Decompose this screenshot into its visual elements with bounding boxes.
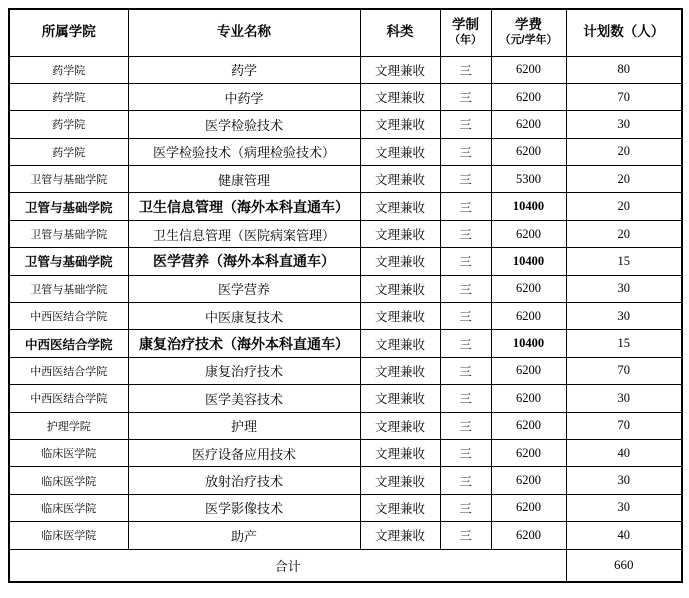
duration-cell: 三 bbox=[440, 111, 491, 138]
table-row bbox=[9, 494, 682, 521]
tuition-cell: 10400 bbox=[491, 248, 566, 275]
plan-cell: 30 bbox=[566, 385, 682, 412]
major-cell: 健康管理 bbox=[128, 166, 360, 193]
table-row bbox=[9, 303, 682, 330]
college-cell: 临床医学院 bbox=[9, 522, 128, 549]
category-cell: 文理兼收 bbox=[360, 494, 440, 521]
category-cell: 文理兼收 bbox=[360, 220, 440, 247]
tuition-cell: 6200 bbox=[491, 138, 566, 165]
duration-cell: 三 bbox=[440, 522, 491, 549]
tuition-cell: 6200 bbox=[491, 357, 566, 384]
header-college: 所属学院 bbox=[9, 9, 128, 56]
plan-cell: 20 bbox=[566, 138, 682, 165]
table-row bbox=[9, 193, 682, 220]
header-tuition bbox=[491, 9, 566, 56]
table-row bbox=[9, 467, 682, 494]
category-cell: 文理兼收 bbox=[360, 166, 440, 193]
duration-cell: 三 bbox=[440, 138, 491, 165]
tuition-cell: 6200 bbox=[491, 522, 566, 549]
major-cell: 医学营养 bbox=[128, 275, 360, 302]
plan-cell: 40 bbox=[566, 522, 682, 549]
category-cell: 文理兼收 bbox=[360, 111, 440, 138]
college-cell: 临床医学院 bbox=[9, 467, 128, 494]
plan-cell: 70 bbox=[566, 412, 682, 439]
table-row bbox=[9, 138, 682, 165]
plan-cell: 40 bbox=[566, 439, 682, 466]
college-cell: 临床医学院 bbox=[9, 494, 128, 521]
duration-cell: 三 bbox=[440, 494, 491, 521]
category-cell: 文理兼收 bbox=[360, 330, 440, 357]
tuition-cell: 5300 bbox=[491, 166, 566, 193]
table-row bbox=[9, 439, 682, 466]
duration-cell: 三 bbox=[440, 166, 491, 193]
tuition-cell: 10400 bbox=[491, 193, 566, 220]
table-row bbox=[9, 166, 682, 193]
category-cell: 文理兼收 bbox=[360, 56, 440, 83]
table-row bbox=[9, 111, 682, 138]
college-cell: 药学院 bbox=[9, 111, 128, 138]
plan-cell: 20 bbox=[566, 220, 682, 247]
table-row bbox=[9, 83, 682, 110]
college-cell: 中西医结合学院 bbox=[9, 385, 128, 412]
table-body bbox=[9, 56, 682, 582]
category-cell: 文理兼收 bbox=[360, 275, 440, 302]
duration-cell: 三 bbox=[440, 303, 491, 330]
major-cell: 中医康复技术 bbox=[128, 303, 360, 330]
major-cell: 医疗设备应用技术 bbox=[128, 439, 360, 466]
plan-cell: 30 bbox=[566, 111, 682, 138]
major-cell: 卫生信息管理（医院病案管理） bbox=[128, 220, 360, 247]
duration-cell: 三 bbox=[440, 83, 491, 110]
plan-cell: 15 bbox=[566, 248, 682, 275]
major-cell: 放射治疗技术 bbox=[128, 467, 360, 494]
category-cell: 文理兼收 bbox=[360, 303, 440, 330]
college-cell: 药学院 bbox=[9, 138, 128, 165]
table-header bbox=[9, 9, 682, 56]
header-row bbox=[9, 9, 682, 56]
plan-cell: 70 bbox=[566, 83, 682, 110]
major-cell: 医学检验技术 bbox=[128, 111, 360, 138]
header-tuition-unit: （元/学年） bbox=[499, 34, 558, 47]
duration-cell: 三 bbox=[440, 412, 491, 439]
table-row bbox=[9, 220, 682, 247]
duration-cell: 三 bbox=[440, 220, 491, 247]
tuition-cell: 6200 bbox=[491, 303, 566, 330]
header-plan: 计划数（人） bbox=[566, 9, 682, 56]
admission-plan-table bbox=[8, 8, 683, 583]
total-value-cell: 660 bbox=[566, 549, 682, 582]
duration-cell: 三 bbox=[440, 385, 491, 412]
header-duration bbox=[440, 9, 491, 56]
category-cell: 文理兼收 bbox=[360, 357, 440, 384]
category-cell: 文理兼收 bbox=[360, 193, 440, 220]
header-duration-main: 学制 bbox=[452, 17, 479, 33]
major-cell: 中药学 bbox=[128, 83, 360, 110]
college-cell: 中西医结合学院 bbox=[9, 303, 128, 330]
major-cell: 康复治疗技术 bbox=[128, 357, 360, 384]
plan-cell: 20 bbox=[566, 193, 682, 220]
tuition-cell: 6200 bbox=[491, 467, 566, 494]
table-row bbox=[9, 56, 682, 83]
total-label-cell: 合计 bbox=[9, 549, 566, 582]
plan-cell: 70 bbox=[566, 357, 682, 384]
major-cell: 康复治疗技术（海外本科直通车） bbox=[128, 330, 360, 357]
header-tuition-main: 学费 bbox=[515, 17, 542, 33]
header-duration-unit: （年） bbox=[449, 34, 482, 47]
table-row bbox=[9, 412, 682, 439]
table-row bbox=[9, 330, 682, 357]
college-cell: 卫管与基础学院 bbox=[9, 275, 128, 302]
plan-cell: 30 bbox=[566, 275, 682, 302]
major-cell: 药学 bbox=[128, 56, 360, 83]
tuition-cell: 6200 bbox=[491, 439, 566, 466]
duration-cell: 三 bbox=[440, 275, 491, 302]
college-cell: 卫管与基础学院 bbox=[9, 193, 128, 220]
major-cell: 医学营养（海外本科直通车） bbox=[128, 248, 360, 275]
category-cell: 文理兼收 bbox=[360, 83, 440, 110]
major-cell: 医学美容技术 bbox=[128, 385, 360, 412]
category-cell: 文理兼收 bbox=[360, 138, 440, 165]
header-major: 专业名称 bbox=[128, 9, 360, 56]
table-row bbox=[9, 248, 682, 275]
tuition-cell: 6200 bbox=[491, 83, 566, 110]
college-cell: 卫管与基础学院 bbox=[9, 166, 128, 193]
college-cell: 中西医结合学院 bbox=[9, 330, 128, 357]
college-cell: 卫管与基础学院 bbox=[9, 220, 128, 247]
duration-cell: 三 bbox=[440, 248, 491, 275]
plan-cell: 30 bbox=[566, 494, 682, 521]
duration-cell: 三 bbox=[440, 330, 491, 357]
duration-cell: 三 bbox=[440, 193, 491, 220]
plan-cell: 20 bbox=[566, 166, 682, 193]
college-cell: 卫管与基础学院 bbox=[9, 248, 128, 275]
category-cell: 文理兼收 bbox=[360, 439, 440, 466]
major-cell: 医学影像技术 bbox=[128, 494, 360, 521]
college-cell: 临床医学院 bbox=[9, 439, 128, 466]
college-cell: 中西医结合学院 bbox=[9, 357, 128, 384]
duration-cell: 三 bbox=[440, 357, 491, 384]
major-cell: 卫生信息管理（海外本科直通车） bbox=[128, 193, 360, 220]
tuition-cell: 6200 bbox=[491, 494, 566, 521]
college-cell: 药学院 bbox=[9, 56, 128, 83]
duration-cell: 三 bbox=[440, 467, 491, 494]
major-cell: 医学检验技术（病理检验技术） bbox=[128, 138, 360, 165]
tuition-cell: 6200 bbox=[491, 412, 566, 439]
college-cell: 药学院 bbox=[9, 83, 128, 110]
tuition-cell: 10400 bbox=[491, 330, 566, 357]
plan-cell: 15 bbox=[566, 330, 682, 357]
plan-cell: 30 bbox=[566, 467, 682, 494]
tuition-cell: 6200 bbox=[491, 385, 566, 412]
table-row bbox=[9, 357, 682, 384]
major-cell: 助产 bbox=[128, 522, 360, 549]
plan-cell: 80 bbox=[566, 56, 682, 83]
college-cell: 护理学院 bbox=[9, 412, 128, 439]
duration-cell: 三 bbox=[440, 439, 491, 466]
category-cell: 文理兼收 bbox=[360, 522, 440, 549]
table-row bbox=[9, 275, 682, 302]
category-cell: 文理兼收 bbox=[360, 385, 440, 412]
major-cell: 护理 bbox=[128, 412, 360, 439]
category-cell: 文理兼收 bbox=[360, 412, 440, 439]
table-row bbox=[9, 385, 682, 412]
category-cell: 文理兼收 bbox=[360, 248, 440, 275]
category-cell: 文理兼收 bbox=[360, 467, 440, 494]
header-category: 科类 bbox=[360, 9, 440, 56]
duration-cell: 三 bbox=[440, 56, 491, 83]
tuition-cell: 6200 bbox=[491, 220, 566, 247]
table-row bbox=[9, 522, 682, 549]
tuition-cell: 6200 bbox=[491, 56, 566, 83]
plan-cell: 30 bbox=[566, 303, 682, 330]
total-row bbox=[9, 549, 682, 582]
tuition-cell: 6200 bbox=[491, 275, 566, 302]
tuition-cell: 6200 bbox=[491, 111, 566, 138]
